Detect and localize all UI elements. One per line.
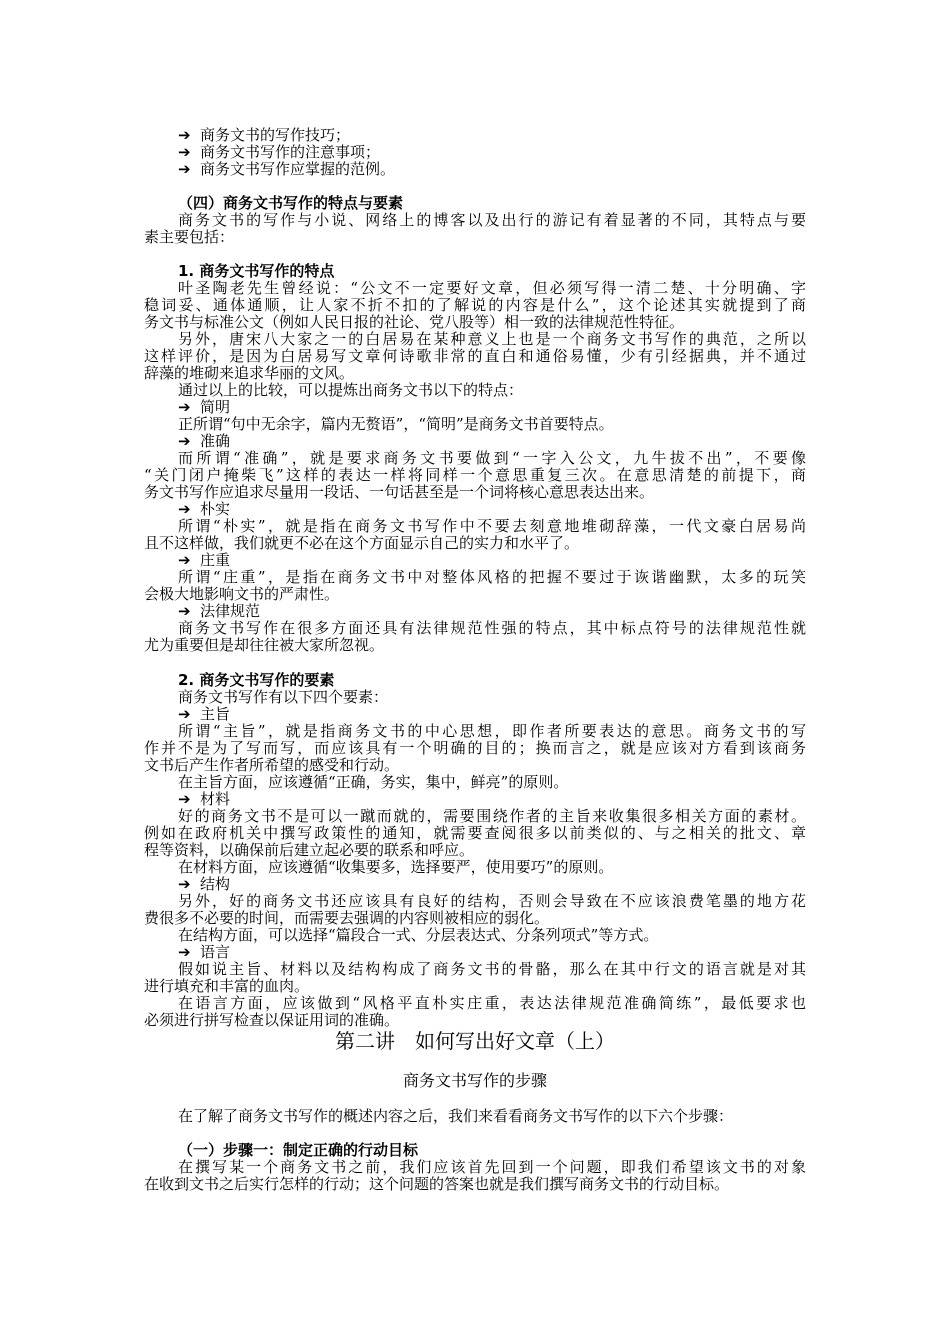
feature-item-title: ➔ 法律规范 [178, 602, 261, 620]
paragraph-line: 作并不是为了写而写，而应该具有一个明确的目的；换而言之，就是应该对方看到该商务 [144, 739, 806, 757]
paragraph-line: 在撰写某一个商务文书之前，我们应该首先回到一个问题，即我们希望该文书的对象 [178, 1158, 806, 1176]
paragraph-line: 通过以上的比较，可以提炼出商务文书以下的特点： [178, 381, 524, 399]
paragraph-line: 在材料方面，应该遵循“收集要多，选择要严，使用要巧”的原则。 [178, 858, 614, 876]
paragraph-line: 辞藻的堆砌来追求华丽的文风。 [144, 364, 355, 382]
arrow-icon: ➔ [178, 602, 191, 620]
arrow-icon: ➔ [178, 126, 191, 144]
paragraph-line: 尤为重要但是却往往被大家所忽视。 [144, 636, 385, 654]
paragraph-line: 进行填充和丰富的血肉。 [144, 977, 310, 995]
lecture-subtitle: 商务文书写作的步骤 [402, 1071, 547, 1090]
paragraph-line: 这样评价，是因为白居易写文章何诗歌非常的直白和通俗易懂，少有引经据典，并不通过 [144, 347, 806, 365]
paragraph-line: 假如说主旨、材料以及结构构成了商务文书的骨骼，那么在其中行文的语言就是对其 [178, 960, 806, 978]
lecture-title: 第二讲 如何写出好文章（上） [335, 1029, 615, 1053]
arrow-icon: ➔ [178, 705, 191, 723]
paragraph-line: 在主旨方面，应该遵循“正确，务实，集中，鲜亮”的原则。 [178, 773, 569, 791]
paragraph-line: 在了解了商务文书写作的概述内容之后，我们来看看商务文书写作的以下六个步骤： [178, 1107, 734, 1125]
paragraph-line: 费很多不必要的时间，而需要去强调的内容则被相应的弱化。 [144, 909, 550, 927]
bullet-item: ➔ 商务文书写作的注意事项； [178, 143, 381, 161]
paragraph-line: 文书后产生作者所希望的感受和行动。 [144, 756, 400, 774]
element-item-title: ➔ 主旨 [178, 705, 231, 723]
paragraph-line: 素主要包括： [144, 228, 235, 246]
paragraph-line: 商务文书的写作与小说、网络上的博客以及出行的游记有着显著的不同，其特点与要 [178, 211, 806, 229]
arrow-icon: ➔ [178, 943, 191, 961]
paragraph-line: 在收到文书之后实行怎样的行动；这个问题的答案也就是我们撰写商务文书的行动目标。 [144, 1175, 730, 1193]
element-item-title: ➔ 结构 [178, 875, 231, 893]
feature-item-title: ➔ 朴实 [178, 500, 231, 518]
paragraph-line: 稳词妥、通体通顺，让人家不折不扣的了解说的内容是什么”，这个论述其实就提到了商 [144, 296, 806, 314]
paragraph-line: 必须进行拼写检查以保证用词的准确。 [144, 1011, 400, 1029]
paragraph-line: 另外，唐宋八大家之一的白居易在某种意义上也是一个商务文书写作的典范，之所以 [178, 330, 806, 348]
paragraph-line: 商务文书写作在很多方面还具有法律规范性强的特点，其中标点符号的法律规范性就 [178, 619, 806, 637]
arrow-icon: ➔ [178, 143, 191, 161]
arrow-icon: ➔ [178, 875, 191, 893]
paragraph-line: 另外，好的商务文书还应该具有良好的结构，否则会导致在不应该浪费笔墨的地方花 [178, 892, 806, 910]
section-heading: （一）步骤一：制定正确的行动目标 [178, 1141, 419, 1159]
arrow-icon: ➔ [178, 551, 191, 569]
paragraph-line: 会极大地影响文书的严肃性。 [144, 585, 340, 603]
arrow-icon: ➔ [178, 160, 191, 178]
element-item-title: ➔ 材料 [178, 790, 231, 808]
paragraph-line: 程等资料，以确保前后建立起必要的联系和呼应。 [144, 841, 475, 859]
feature-item-title: ➔ 庄重 [178, 551, 231, 569]
bullet-item: ➔ 商务文书的写作技巧； [178, 126, 351, 144]
paragraph-line: 务文书与标准公文（例如人民日报的社论、党八股等）相一致的法律规范性特征。 [144, 313, 685, 331]
paragraph-line: 且不这样做，我们就更不必在这个方面显示自己的实力和水平了。 [144, 534, 580, 552]
feature-item-title: ➔ 准确 [178, 432, 231, 450]
paragraph-line: 在结构方面，可以选择“篇段合一式、分层表达式、分条列项式”等方式。 [178, 926, 659, 944]
bullet-item: ➔ 商务文书写作应掌握的范例。 [178, 160, 396, 178]
paragraph-line: 所谓“朴实”，就是指在商务文书写作中不要去刻意地堆砌辞藻，一代文豪白居易尚 [178, 517, 806, 535]
subsection-heading: 1. 商务文书写作的特点 [178, 262, 335, 280]
section-heading: （四）商务文书写作的特点与要素 [178, 194, 404, 212]
paragraph-line: 所谓“主旨”，就是指商务文书的中心思想，即作者所要表达的意思。商务文书的写 [178, 722, 806, 740]
paragraph-line: 正所谓“句中无余字，篇内无赘语”，“简明”是商务文书首要特点。 [178, 415, 614, 433]
feature-item-title: ➔ 简明 [178, 398, 231, 416]
subsection-heading: 2. 商务文书写作的要素 [178, 671, 335, 689]
paragraph-line: 叶圣陶老先生曾经说：“公文不一定要好文章，但必须写得一清二楚、十分明确、字 [178, 279, 806, 297]
paragraph-line: 例如在政府机关中撰写政策性的通知，就需要查阅很多以前类似的、与之相关的批文、章 [144, 824, 806, 842]
paragraph-line: 所谓“庄重”，是指在商务文书中对整体风格的把握不要过于诙谐幽默，太多的玩笑 [178, 568, 806, 586]
paragraph-line: 务文书写作应追求尽量用一段话、一句话甚至是一个词将核心意思表达出来。 [144, 483, 655, 501]
paragraph-line: 而所谓“准确”，就是要求商务文书要做到“一字入公文，九牛拔不出”，不要像 [178, 449, 806, 467]
paragraph-line: 商务文书写作有以下四个要素： [178, 688, 389, 706]
paragraph-line: 在语言方面，应该做到“风格平直朴实庄重，表达法律规范准确简练”，最低要求也 [178, 994, 806, 1012]
arrow-icon: ➔ [178, 398, 191, 416]
paragraph-line: 好的商务文书不是可以一蹴而就的，需要围绕作者的主旨来收集很多相关方面的素材。 [178, 807, 806, 825]
arrow-icon: ➔ [178, 790, 191, 808]
paragraph-line: “关门闭户掩柴飞”这样的表达一样将同样一个意思重复三次。在意思清楚的前提下，商 [144, 466, 806, 484]
arrow-icon: ➔ [178, 432, 191, 450]
element-item-title: ➔ 语言 [178, 943, 231, 961]
arrow-icon: ➔ [178, 500, 191, 518]
